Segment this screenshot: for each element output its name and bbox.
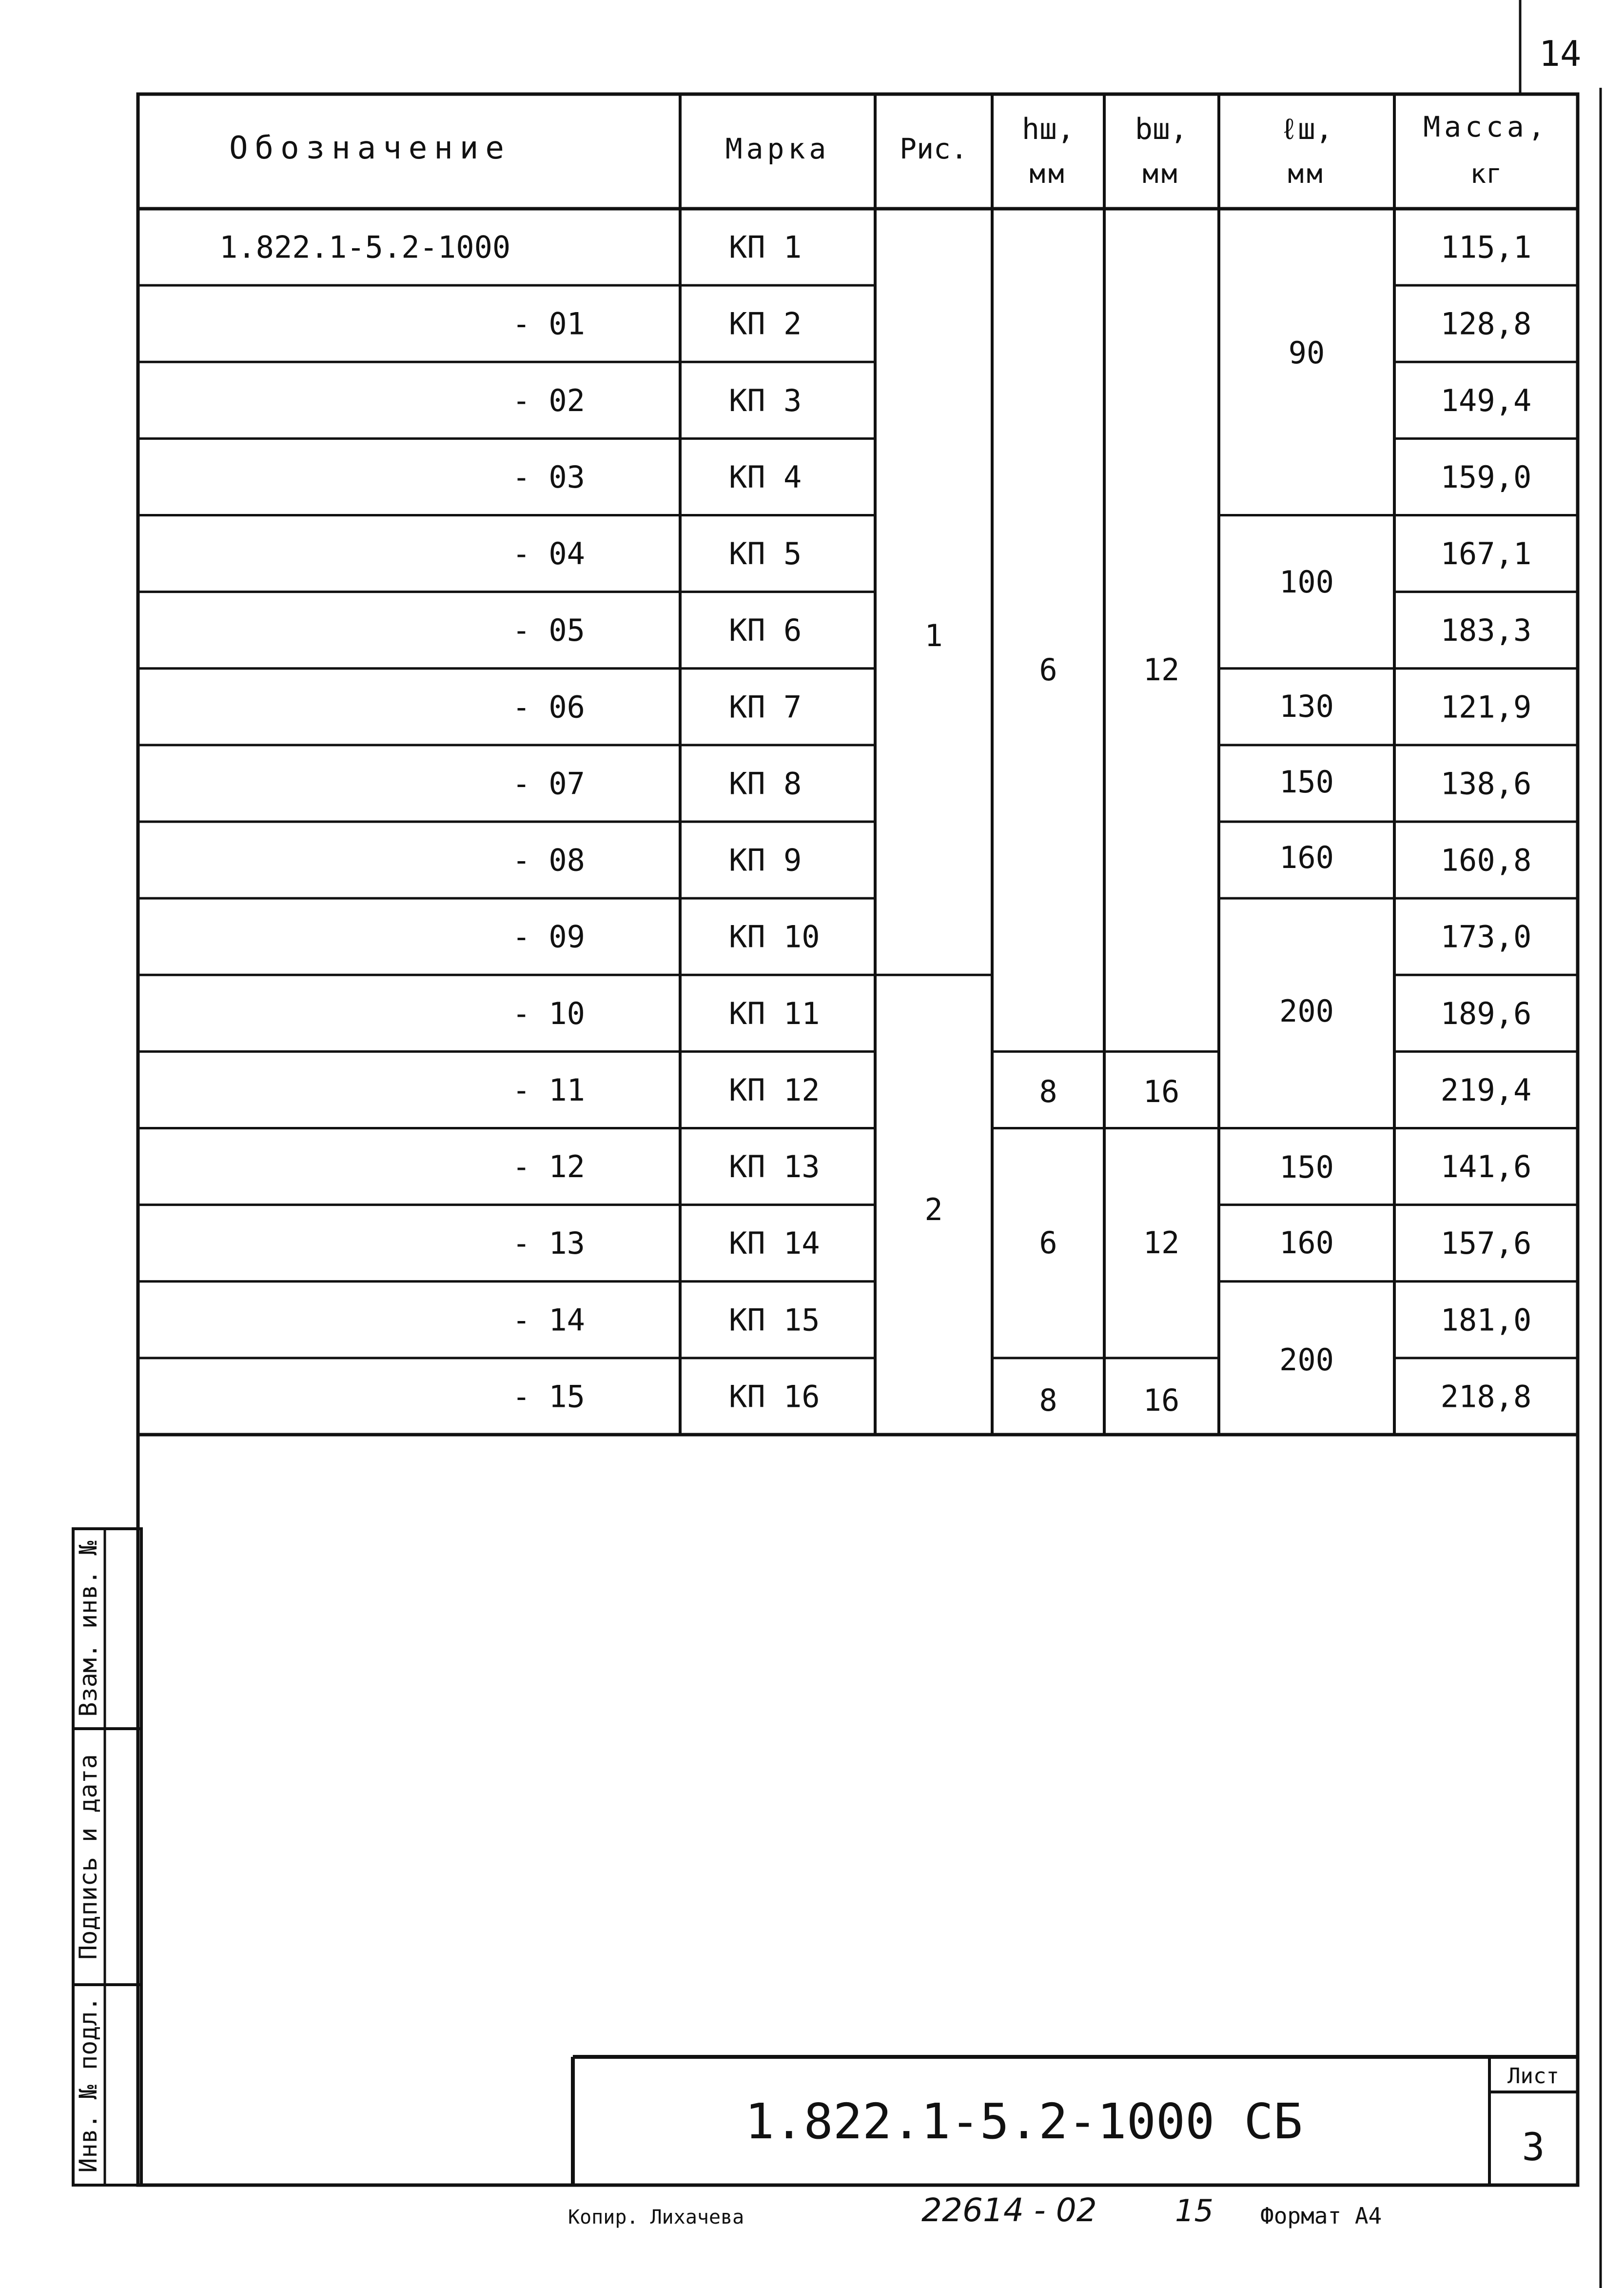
row-mark: КП 3 [729, 382, 802, 418]
row-mark: КП 16 [729, 1379, 820, 1415]
order-number: 22614 - 02 [921, 2191, 1097, 2229]
row-mark: КП 5 [729, 536, 802, 572]
order-suffix: 15 [1175, 2193, 1213, 2229]
row-designation: - 05 [512, 612, 585, 649]
merged-cells [924, 335, 1334, 1418]
cell-l-150-upper: 150 [1279, 764, 1334, 800]
row-designation: - 08 [512, 842, 585, 878]
row-mark: КП 7 [729, 689, 802, 725]
row-designation: - 14 [512, 1302, 585, 1338]
table-row [512, 1302, 1532, 1338]
sheet-number: 3 [1522, 2126, 1545, 2170]
row-designation: - 15 [512, 1379, 585, 1415]
row-mass: 128,8 [1440, 306, 1532, 342]
table-row [512, 1225, 1532, 1261]
row-mark: КП 10 [729, 919, 820, 955]
row-mass: 121,9 [1440, 689, 1532, 725]
table-row [512, 459, 1532, 495]
cell-l-90: 90 [1288, 335, 1325, 371]
row-mark: КП 12 [729, 1072, 820, 1108]
cell-l-200-upper: 200 [1279, 993, 1334, 1029]
row-mark: КП 14 [729, 1225, 820, 1262]
cell-figure-1: 1 [924, 618, 943, 653]
row-mark: КП 4 [729, 459, 802, 495]
row-mark: КП 11 [729, 995, 820, 1031]
row-mass: 115,1 [1440, 229, 1532, 265]
row-mass: 167,1 [1440, 536, 1532, 572]
cell-l-200-lower: 200 [1279, 1342, 1334, 1378]
row-mass: 183,3 [1440, 612, 1532, 649]
table-row [512, 1379, 1532, 1414]
row-mass: 181,0 [1440, 1302, 1532, 1338]
format-label: Формат А4 [1260, 2203, 1382, 2229]
page-number: 14 [1539, 33, 1582, 74]
table-row [512, 612, 1532, 648]
table-row [512, 383, 1532, 418]
document-code: 1.822.1-5.2-1000 СБ [745, 2093, 1303, 2150]
row-mark: КП 13 [729, 1149, 820, 1185]
table-row [512, 689, 1532, 725]
table-row [512, 919, 1532, 955]
row-mark: КП 1 [729, 229, 802, 265]
row-mass: 159,0 [1440, 459, 1532, 495]
row-mark: КП 9 [729, 842, 802, 878]
copied-by: Копир. Лихачева [568, 2206, 744, 2229]
cell-b-16-upper: 16 [1143, 1074, 1180, 1109]
header-b-unit: мм [1142, 158, 1180, 189]
table-row [512, 1149, 1532, 1184]
row-designation: - 11 [512, 1072, 585, 1108]
table-grid-lines [138, 285, 1578, 1358]
row-designation: - 13 [512, 1225, 585, 1262]
row-mark: КП 2 [729, 306, 802, 342]
row-mass: 160,8 [1440, 842, 1532, 878]
cell-l-150-lower: 150 [1279, 1149, 1334, 1185]
header-mass: Масса, [1423, 110, 1549, 143]
row-designation: - 12 [512, 1149, 585, 1185]
row-mass: 157,6 [1440, 1225, 1532, 1262]
row-designation: - 01 [512, 306, 585, 342]
cell-b-12-upper: 12 [1143, 652, 1180, 688]
header-l: ℓш, [1280, 112, 1333, 146]
row-designation: - 06 [512, 689, 585, 725]
row-mass: 219,4 [1440, 1072, 1532, 1108]
stamp-inv-podl: Инв. № подл. [74, 1996, 102, 2173]
cell-h-8-lower: 8 [1039, 1382, 1057, 1418]
table-row [512, 306, 1532, 342]
row-designation: - 09 [512, 919, 585, 955]
stamp-vzam-inv: Взам. инв. № [74, 1540, 102, 1717]
row-designation: - 02 [512, 382, 585, 418]
header-figure: Рис. [900, 132, 968, 165]
table-row [512, 996, 1532, 1031]
cell-h-6-upper: 6 [1039, 652, 1057, 688]
cell-l-100: 100 [1279, 564, 1334, 600]
row-mark: КП 15 [729, 1302, 820, 1338]
cell-l-160-lower: 160 [1279, 1225, 1334, 1261]
row-designation: - 04 [512, 536, 585, 572]
table-row [512, 766, 1532, 801]
sheet-label: Лист [1507, 2064, 1559, 2089]
header-l-unit: мм [1288, 158, 1326, 189]
row-designation: - 03 [512, 459, 585, 495]
sheet-frame-lines [138, 0, 1601, 2288]
table-row [512, 536, 1532, 572]
header-designation: Обозначение [229, 130, 511, 166]
cell-h-6-lower: 6 [1039, 1225, 1057, 1261]
header-mass-unit: кг [1470, 158, 1502, 189]
table-header [229, 110, 1549, 189]
row-mass: 218,8 [1440, 1379, 1532, 1415]
row-mass: 189,6 [1440, 995, 1532, 1031]
row-mass: 138,6 [1440, 766, 1532, 802]
header-b: bш, [1135, 112, 1188, 146]
header-h: hш, [1021, 112, 1075, 146]
table-row [512, 1072, 1532, 1108]
side-stamp [73, 1529, 141, 2185]
header-h-unit: мм [1029, 158, 1067, 189]
cell-b-12-lower: 12 [1143, 1225, 1180, 1261]
row-mass: 141,6 [1440, 1149, 1532, 1185]
cell-figure-2: 2 [924, 1192, 943, 1227]
row-mark: КП 6 [729, 612, 802, 649]
row-designation: - 10 [512, 995, 585, 1031]
row-designation: - 07 [512, 766, 585, 802]
footer [568, 2191, 1382, 2229]
row-mass: 173,0 [1440, 919, 1532, 955]
cell-l-160-upper: 160 [1279, 840, 1334, 875]
cell-l-130: 130 [1279, 689, 1334, 724]
cell-h-8-upper: 8 [1039, 1074, 1057, 1109]
stamp-podpis-data: Подпись и дата [74, 1754, 102, 1960]
row-mark: КП 8 [729, 766, 802, 802]
row-designation: 1.822.1-5.2-1000 [219, 229, 511, 265]
title-block [573, 2057, 1578, 2185]
row-mass: 149,4 [1440, 382, 1532, 418]
table-row [512, 843, 1532, 878]
header-mark: Марка [725, 132, 830, 165]
cell-b-16-lower: 16 [1143, 1382, 1180, 1418]
